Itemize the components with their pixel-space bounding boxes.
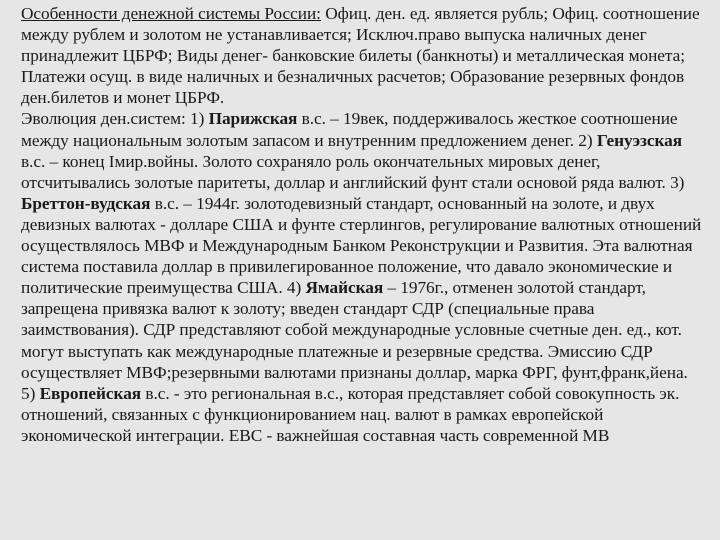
paragraph-monetary-evolution (21, 108, 705, 446)
evolution-intro: Эволюция ден.систем: 1) (21, 109, 209, 129)
evolution-text-3: в.с. – 1944г. золотодевизный стандарт, основанный на золоте, и двух девизных валютах - долларе США и фунте стерлингов, регулирование валютных отношений осуществлялось МВФ и Международным Банком Реконструкции и Развития. Эта валютная система поставила доллар в привилегированное положение, что давало экономические и политические преимущества США. 4) (21, 193, 702, 298)
paragraph-text: Офиц. ден. ед. является рубль; Офиц. соотношение между рублем и золотом не устанавливается; Исключ.право выпуска наличных денег принадлежит ЦБРФ; Виды денег- банковские билеты (банкноты) и металлическая монета; Платежи осущ. в виде наличных и безналичных расчетов; Образование резервных фондов ден.билетов и монет ЦБРФ. (21, 4, 700, 108)
paragraph-russia-monetary-system (21, 3, 705, 108)
term-genoa: Генуэзская (596, 130, 683, 150)
term-bretton-woods: Бреттон-вудская (21, 193, 151, 213)
evolution-text-1: в.с. – 19век, поддерживалось жесткое соотношение между национальным золотым запасом и внутренним предложением денег. 2) (21, 109, 678, 150)
text-block (21, 3, 705, 446)
term-paris: Парижская (208, 109, 298, 129)
evolution-text-4: – 1976г., отменен золотой стандарт, запрещена привязка валют к золоту; введен стандарт СДР (специальные права заимствования). СДР представляют собой международные условные счетные ден. ед., кот. могут выступать как международные платежные и резервные средства. Эмиссию СДР осуществляет МВФ;резервными валютами признаны доллар, марка ФРГ, фунт,франк,йена. 5) (21, 278, 688, 403)
evolution-text-2: в.с. – конец Iмир.войны. Золото сохраняло роль окончательных мировых денег, отсчитывались золотые паритеты, доллар и английский фунт стали основой ряда валют. 3) (21, 151, 685, 192)
evolution-text-5: в.с. - это региональная в.с., которая представляет собой совокупность эк. отношений, связанных с функционированием нац. валют в рамках европейской экономической интеграции. ЕВС - важнейшая составная часть современной МВ (21, 383, 680, 445)
term-european: Европейская (39, 383, 142, 403)
paragraph-heading: Особенности денежной системы России: (21, 4, 321, 23)
term-jamaica: Ямайская (305, 278, 384, 298)
